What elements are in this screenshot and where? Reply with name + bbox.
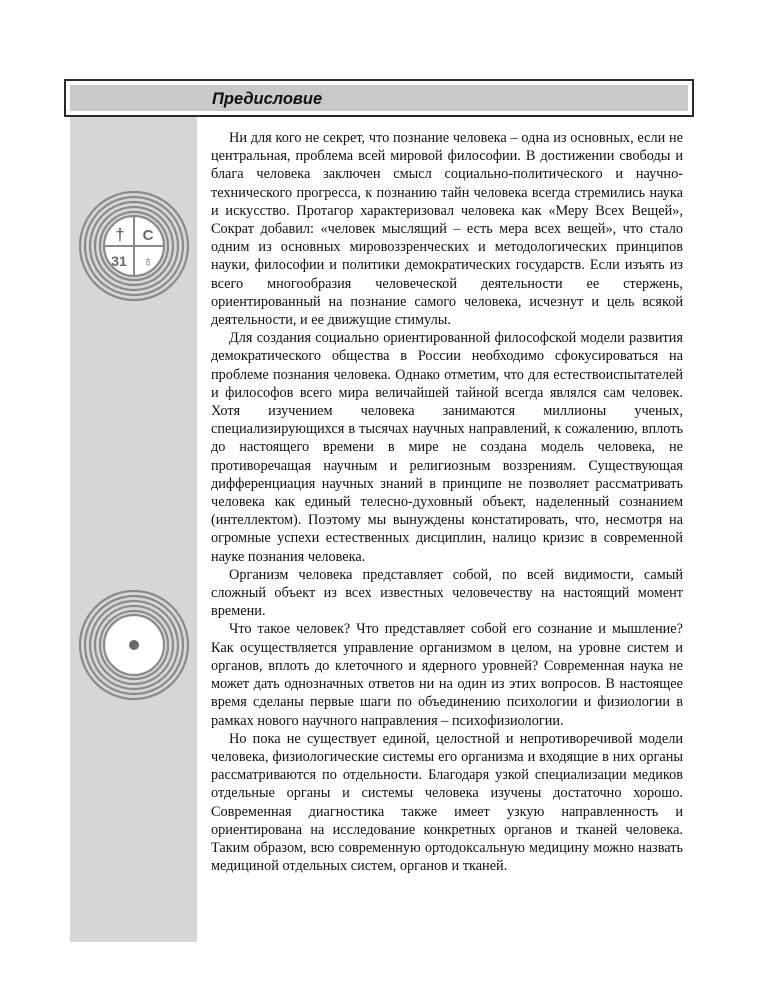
emblem-cell-c: C: [142, 227, 154, 244]
paragraph-5: Но пока не существует единой, целостной и непротиворечивой модели человека, физиологические системы его организма и входящие в них органы рассматриваются по отдельности. Благодаря узкой специализации медиков отдельные органы и системы человека изучены достаточно хорошо. Современная диагностика также имеет узкую направленность и ориентирована на исследование конкретных органов и тканей человека. Таким образом, всю современную ортодоксальную медицину можно назвать медициной отдельных систем, органов и тканей.: [211, 730, 683, 875]
preface-text: [211, 129, 683, 875]
paragraph-1: Ни для кого не секрет, что познание человека – одна из основных, если не центральная, проблема всей мировой философии. В достижении свободы и блага человека заключен смысл социально-политического и научно-технического прогресса, к познанию тайн человека всегда стремились наука и искусство. Протагор характеризовал человека как «Меру Всех Вещей», Сократ добавил: «человек мыслящий – есть мера всех вещей», что стало одним из основных мировоззренческих и методологических принципов науки, философии и политики демократических государств. Если изъять из всего многообразия человеческой деятельности ее стержень, ориентированный на познание самого человека, исчезнут и цель всякой деятельности, и ее движущие стимулы.: [211, 130, 683, 329]
paragraph-4: Что такое человек? Что представляет собой его сознание и мышление? Как осуществляется управление организмом в целом, на уровне систем и органов, вплоть до клеточного и ядерного уровней? Современная наука не может дать однозначных ответов ни на один из этих вопросов. В настоящее время сделаны первые шаги по объединению психологии и физиологии в рамках нового научного направления – психофизиологии.: [211, 621, 683, 729]
emblem-cell-number: 31: [111, 253, 127, 269]
sun-emblem-icon: [78, 589, 190, 701]
zodiac-emblem-icon: [78, 190, 190, 302]
section-title: Предисловие: [212, 90, 323, 108]
paragraph-3: Организм человека представляет собой, по всей видимости, самый сложный объект из всех известных человечеству на настоящий момент времени.: [211, 566, 683, 620]
emblem-cell-dagger: †: [115, 225, 125, 244]
paragraph-2: Для создания социально ориентированной философской модели развития демократического общества в России необходимо сфокусироваться на проблеме познания человека. Однако отметим, что для естествоиспытателей и философов всего мира величайшей тайной всегда являлся сам человек. Хотя изучением человека занимаются миллионы ученых, специализирующихся в тысячах научных направлений, к сожалению, вплоть до настоящего времени в мире не создана модель человека, не противоречащая научным и религиозным воззрениям. Существующая дифференциация научных знаний в принципе не позволяет рассматривать человека как единый телесно-духовный объект, наделенный сознанием (интеллектом). Поэтому мы вынуждены констатировать, что, несмотря на огромные успехи естественных дисциплин, налицо кризис в современной науке познания человека.: [211, 330, 683, 565]
section-header-band: [70, 85, 688, 111]
section-header: [64, 79, 694, 117]
emblem-cell-symbol: ♁: [142, 253, 154, 270]
